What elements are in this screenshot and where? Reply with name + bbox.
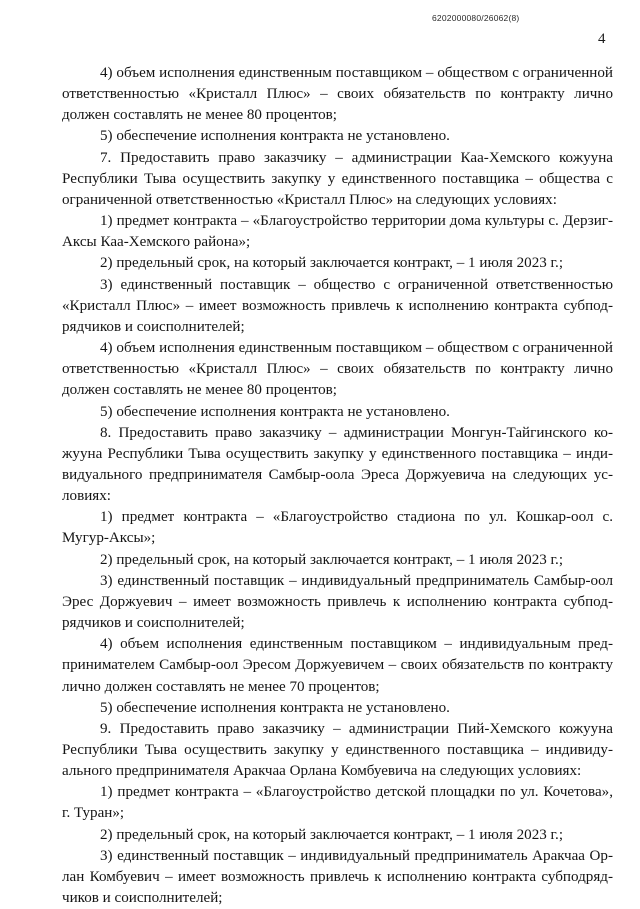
paragraph: 5) обеспечение исполнения контракта не установлено. [100,128,450,145]
page-number: 4 [598,31,606,47]
paragraph: 1) предмет контракта – «Благоустройство детской площадки по ул. Кочетова», г. Туран»; [62,784,613,822]
paragraph: 4) объем исполнения единственным поставщиком – индивидуальным предпринимателем Самбыр-оол Эресом Доржуевичем – своих обязательств по контракту лично должен составлять не менее 70 процентов; [62,636,613,695]
paragraph: 2) предельный срок, на который заключается контракт, – 1 июля 2023 г.; [100,826,564,843]
paragraph: 7. Предоставить право заказчику – администрации Каа-Хемского кожууна Республики Тыва осуществить закупку у единственного поставщика – общества с ограниченной ответственностью «Кристалл Плюс» на следующих условиях: [62,149,613,208]
paragraph: 2) предельный срок, на который заключается контракт, – 1 июля 2023 г.; [100,255,564,272]
document-id: 6202000080/26062(8) [432,13,520,23]
paragraph: 8. Предоставить право заказчику – администрации Монгун-Тайгинского кожууна Республики Тыва осуществить закупку у единственного поставщика – индивидуального предпринимателя Самбыр-оола Эреса Доржуевича на следующих условиях: [62,424,613,505]
paragraph: 4) объем исполнения единственным поставщиком – обществом с ограниченной ответственностью «Кристалл Плюс» – своих обязательств по контракту лично должен составлять не менее 80 процентов; [62,340,613,399]
paragraph: 5) обеспечение исполнения контракта не установлено. [100,403,450,420]
paragraph: 1) предмет контракта – «Благоустройство территории дома культуры с. Дерзиг-Аксы Каа-Хемского района»; [62,213,613,251]
paragraph: 3) единственный поставщик – общество с ограниченной ответственностью «Кристалл Плюс» – имеет возможность привлечь к исполнению контракта субподрядчиков и соисполнителей; [62,276,613,335]
paragraph: 3) единственный поставщик – индивидуальный предприниматель Аракчаа Орлан Комбуевич – имеет возможность привлечь к исполнению контракта субподрядчиков и соисполнителей; [62,847,613,907]
paragraph: 3) единственный поставщик – индивидуальный предприниматель Самбыр-оол Эрес Доржуевич – имеет возможность привлечь к исполнению контракта субподрядчиков и соисполнителей; [62,572,613,632]
paragraph: 2) предельный срок, на который заключается контракт, – 1 июля 2023 г.; [100,551,564,568]
document-body [62,63,613,909]
paragraph: 5) обеспечение исполнения контракта не установлено. [100,699,450,716]
paragraph: 4) объем исполнения единственным поставщиком – обществом с ограниченной ответственностью «Кристалл Плюс» – своих обязательств по контракту лично должен составлять не менее 80 процентов; [62,65,613,124]
paragraph: 1) предмет контракта – «Благоустройство стадиона по ул. Кошкар-оол с. Мугур-Аксы»; [62,509,613,547]
paragraph: 9. Предоставить право заказчику – администрации Пий-Хемского кожууна Республики Тыва осуществить закупку у единственного поставщика – индивидуального предпринимателя Аракчаа Орлана Комбуевича на следующих условиях: [62,720,613,780]
